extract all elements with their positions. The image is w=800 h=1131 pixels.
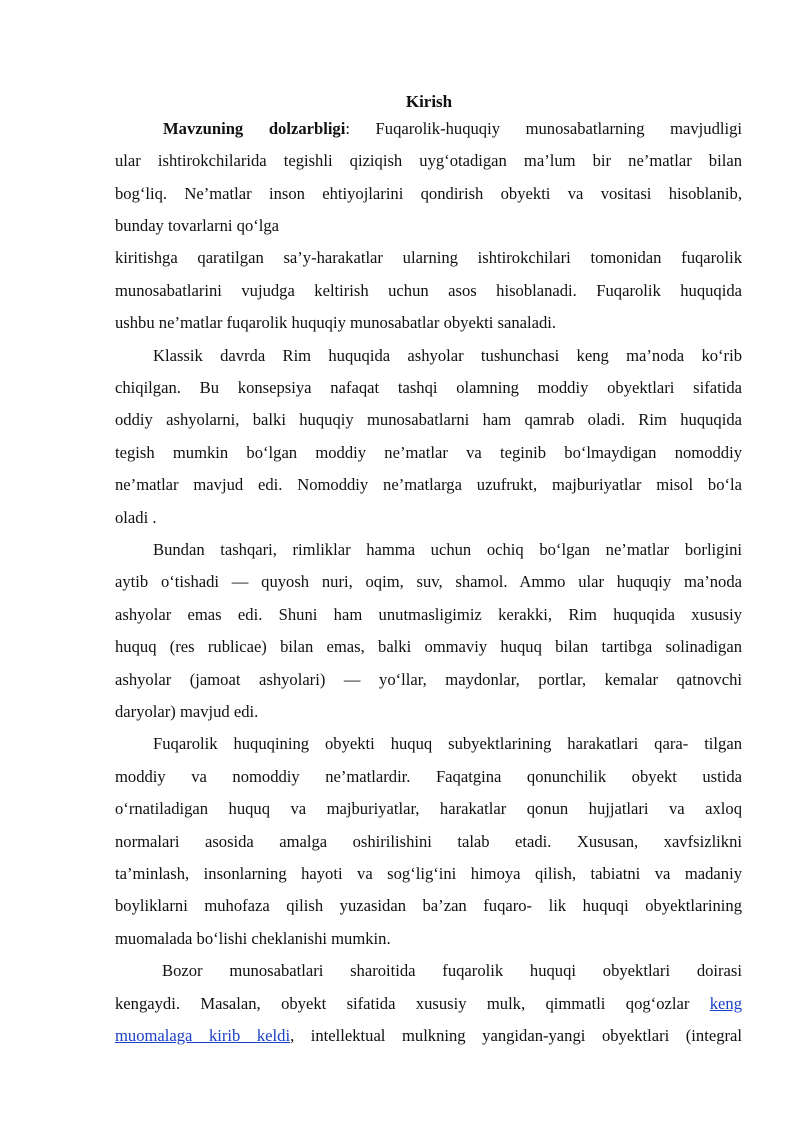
text-line: aytib o‘tishadi — quyosh nuri, oqim, suv, shamol. Ammo ular huquqiy ma’noda	[115, 572, 742, 591]
text-span: : Fuqarolik-huquqiy munosabatlarning mavjudligi	[345, 119, 742, 138]
text-line: Fuqarolik huquqining obyekti huquq subyektlarining harakatlari qara- tilgan	[153, 734, 742, 753]
text-line: moddiy va nomoddiy ne’matlardir. Faqatgina qonunchilik obyekt ustida	[115, 767, 742, 786]
text-line: bunday tovarlarni qo‘lga	[115, 216, 280, 235]
text-line: Klassik davrda Rim huquqida ashyolar tushunchasi keng ma’noda ko‘rib	[153, 346, 742, 365]
text-line: bog‘liq. Ne’matlar inson ehtiyojlarini qondirish obyekti va vositasi hisoblanib,	[115, 184, 742, 203]
text-line: o‘rnatiladigan huquq va majburiyatlar, harakatlar qonun hujjatlari va axloq	[115, 799, 742, 818]
inline-link[interactable]: keng	[709, 994, 742, 1013]
text-line: kiritishga qaratilgan sa’y-harakatlar ularning ishtirokchilari tomonidan fuqarolik	[115, 248, 742, 267]
text-span: kengaydi. Masalan, obyekt sifatida xususiy mulk, qimmatli qog‘ozlar	[115, 994, 690, 1013]
text-line	[115, 993, 742, 1015]
text-line: normalari asosida amalga oshirilishini talab etadi. Xususan, xavfsizlikni	[115, 832, 742, 851]
text-line	[115, 1025, 742, 1047]
text-line: ular ishtirokchilarida tegishli qiziqish uyg‘otadigan ma’lum bir ne’matlar bilan	[115, 151, 742, 170]
text-line: Bozor munosabatlari sharoitida fuqarolik huquqi obyektlari doirasi	[162, 961, 742, 980]
text-line: huquq (res rublicae) bilan emas, balki ommaviy huquq bilan tartibga solinadigan	[115, 637, 742, 656]
text-line: oddiy ashyolarni, balki huquqiy munosabatlarni ham qamrab oladi. Rim huquqida	[115, 410, 742, 429]
text-line: ushbu ne’matlar fuqarolik huquqiy munosabatlar obyekti sanaladi.	[115, 313, 557, 332]
text-line: ta’minlash, insonlarning hayoti va sog‘lig‘ini himoya qilish, tabiatni va madaniy	[115, 864, 742, 883]
text-line: boyliklarni muhofaza qilish yuzasidan ba’zan fuqaro- lik huquqi obyektlarining	[115, 896, 742, 915]
text-line: Bundan tashqari, rimliklar hamma uchun ochiq bo‘lgan ne’matlar borligini	[153, 540, 742, 559]
inline-link[interactable]: muomalaga kirib keldi	[115, 1026, 291, 1045]
text-line: munosabatlarini vujudga keltirish uchun asos hisoblanadi. Fuqarolik huquqida	[115, 281, 742, 300]
text-line	[163, 118, 742, 140]
text-line: oladi .	[115, 508, 157, 527]
page-title: Kirish	[405, 92, 453, 111]
text-line: muomalada bo‘lishi cheklanishi mumkin.	[115, 929, 391, 948]
text-line: tegish mumkin bo‘lgan moddiy ne’matlar va teginib bo‘lmaydigan nomoddiy	[115, 443, 742, 462]
text-line: daryolar) mavjud edi.	[115, 702, 259, 721]
section-lead: Mavzuning dolzarbligi	[163, 119, 346, 138]
text-line: ne’matlar mavjud edi. Nomoddiy ne’matlarga uzufrukt, majburiyatlar misol bo‘la	[115, 475, 742, 494]
text-line: ashyolar emas edi. Shuni ham unutmasligimiz kerakki, Rim huquqida xususiy	[115, 605, 742, 624]
text-line: ashyolar (jamoat ashyolari) — yo‘llar, maydonlar, portlar, kemalar qatnovchi	[115, 670, 742, 689]
text-line: chiqilgan. Bu konsepsiya nafaqat tashqi olamning moddiy obyektlari sifatida	[115, 378, 742, 397]
text-span: , intellektual mulkning yangidan-yangi obyektlari (integral	[290, 1026, 742, 1045]
